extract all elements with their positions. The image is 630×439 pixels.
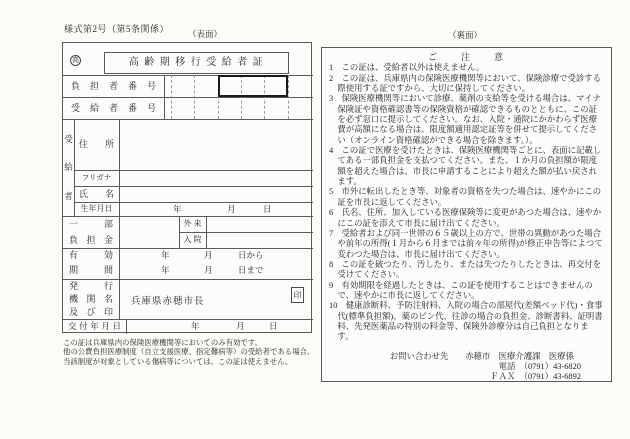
recipient-char: 給	[64, 162, 73, 173]
issuer-label-line3: 及 び 印	[69, 307, 113, 317]
year-label: 年	[161, 250, 170, 260]
recipient-char: 受	[64, 134, 73, 145]
outpatient-label: 外 来	[183, 219, 202, 228]
certificate-front-card	[62, 42, 312, 333]
issuer-label-line1: 発 行	[69, 281, 113, 291]
day-label: 日	[269, 321, 278, 331]
issue-date-row	[126, 319, 313, 334]
notice-item: 9 有効期限を経過したときは、この証を使用することはできませんので、速やかに市長に返してください。	[329, 280, 593, 300]
divider	[164, 75, 165, 119]
issuer-name: 兵庫県赤穂市長	[131, 297, 205, 307]
notice-item: 10 健康診断料、予防注射料、入院の場合の部屋代(差額ベッド代)・食事代(標準負担額)、薬のビン代、往診の場合の負担金、診断書料、証明書料、先発医薬品の特別の料金等、保険外診療分は自己負担となります。	[329, 301, 603, 342]
month-label: 月	[204, 250, 213, 260]
certificate-back-card	[321, 47, 612, 382]
copay-label	[63, 216, 119, 248]
certificate-title: 高 齢 期 移 行 受 給 者 証	[104, 52, 289, 74]
day-to-label: 日まで	[238, 265, 264, 275]
notice-item: 3 保険医療機関等において診療、薬剤の支給等を受ける場合は、マイナ保険証や資格確認書等の保険資格が確認できるものとともに、この証を必ず窓口に提示してください。なお、入院・通院にかかわらず医療費が高額になる場合は、限度額適用認定証等を併せて提示してください（オンライン資格確認ができる場合を除きます。）。	[329, 94, 602, 145]
notice-item: 8 この証を破つたり、汚したり、または失つたりしたときは、再交付を受けてください。	[329, 259, 602, 280]
divider	[119, 119, 120, 319]
notice-item: 7 受給者および同一世帯の６５歳以上の方で、世帯の異動があつた場合や前年の所得(１月から６月までは前々年の所得)が修正申告等によつて変わつた場合は、市長に届け出てください。	[329, 228, 603, 259]
inpatient-label: 入 院	[183, 235, 202, 244]
front-side-label: （表面）	[188, 29, 223, 39]
issuer-label	[63, 280, 119, 319]
contact-phone: 電話 （0791）43-6820	[498, 361, 581, 371]
notice-item: 1 この証は、受給者以外は使えません。	[329, 63, 485, 73]
copay-label-line2: 負 担 金	[69, 235, 113, 245]
form-number: 様式第2号（第5条関係）	[64, 24, 170, 34]
certificate-mark-icon: 高	[72, 56, 79, 64]
issue-date-label: 交 付 年 月 日	[68, 321, 121, 331]
footnote-line: 他の公費負担医療制度（自立支援医療、指定難病等）の受給者である場合、当該制度が対象としている傷病等については、この証は使えません。	[63, 347, 315, 366]
notice-item: 5 市外に転出したとき等、対象者の資格を失つた場合は、速やかにこの証を市長に返してください。	[329, 187, 602, 207]
year-label: 年	[161, 265, 170, 275]
day-label: 日	[263, 204, 272, 214]
payer-number-highlight-box	[218, 75, 288, 97]
contact-fax: ＦＡＸ （0791）43-6892	[490, 372, 581, 382]
name-label: 氏 名	[79, 189, 114, 199]
digit-separator	[171, 75, 172, 119]
valid-period-label	[63, 248, 119, 278]
back-side-label: （裏面）	[448, 30, 483, 40]
address-label: 住 所	[79, 139, 114, 149]
month-label: 月	[236, 321, 245, 331]
year-label: 年	[173, 204, 182, 214]
valid-label-line2: 期 間	[69, 265, 113, 275]
digit-separator	[194, 75, 195, 119]
digit-separator	[288, 75, 289, 119]
recipient-char: 者	[64, 190, 73, 201]
birthdate-label: 生年月日	[80, 204, 113, 213]
contact-line: お問い合わせ先 赤穂市 医療介護課 医療係	[389, 351, 574, 361]
notice-heading: ご 注 意	[427, 52, 505, 62]
seal-icon: 印	[291, 287, 304, 303]
notice-item: 6 氏名、住所、加入している医療保険等に変更があつた場合は、速やかにこの証を添えて市長に届け出てください。	[329, 208, 602, 228]
valid-label-line1: 有 効	[69, 250, 113, 260]
notice-item: 4 この証で医療を受けたときは、保険医療機関等ごとに、表面に記載してある一部負担金を支払つてください。また、１か月の負担額が限度額を超えた場合は、市長に申請することにより超えた額が払い戻されます。	[329, 146, 602, 187]
year-label: 年	[191, 321, 200, 331]
furigana-label: フリガナ	[81, 173, 112, 182]
footnote-line: この証は兵庫県内の保険医療機関等においてのみ有効です。	[63, 338, 262, 347]
valid-to-row	[119, 263, 313, 278]
contact-block	[329, 352, 604, 383]
copay-label-line1: 一 部	[69, 219, 113, 229]
recipient-number-label: 受 給 者 番 号	[71, 103, 156, 113]
day-from-label: 日から	[238, 250, 264, 260]
month-label: 月	[227, 204, 236, 214]
month-label: 月	[204, 265, 213, 275]
issuer-label-line2: 機 関 名	[69, 294, 113, 304]
valid-from-row	[119, 248, 313, 263]
notice-item: 2 この証は、兵庫県内の保険医療機関等において、保険診療で受診する際使用する証ですから、大切に保持してください。	[329, 73, 602, 94]
divider	[206, 216, 207, 248]
front-footnotes	[63, 338, 319, 366]
birthdate-value-row	[119, 202, 313, 216]
recipient-group-label	[63, 119, 74, 216]
payer-number-label: 負 担 者 番 号	[71, 81, 156, 91]
